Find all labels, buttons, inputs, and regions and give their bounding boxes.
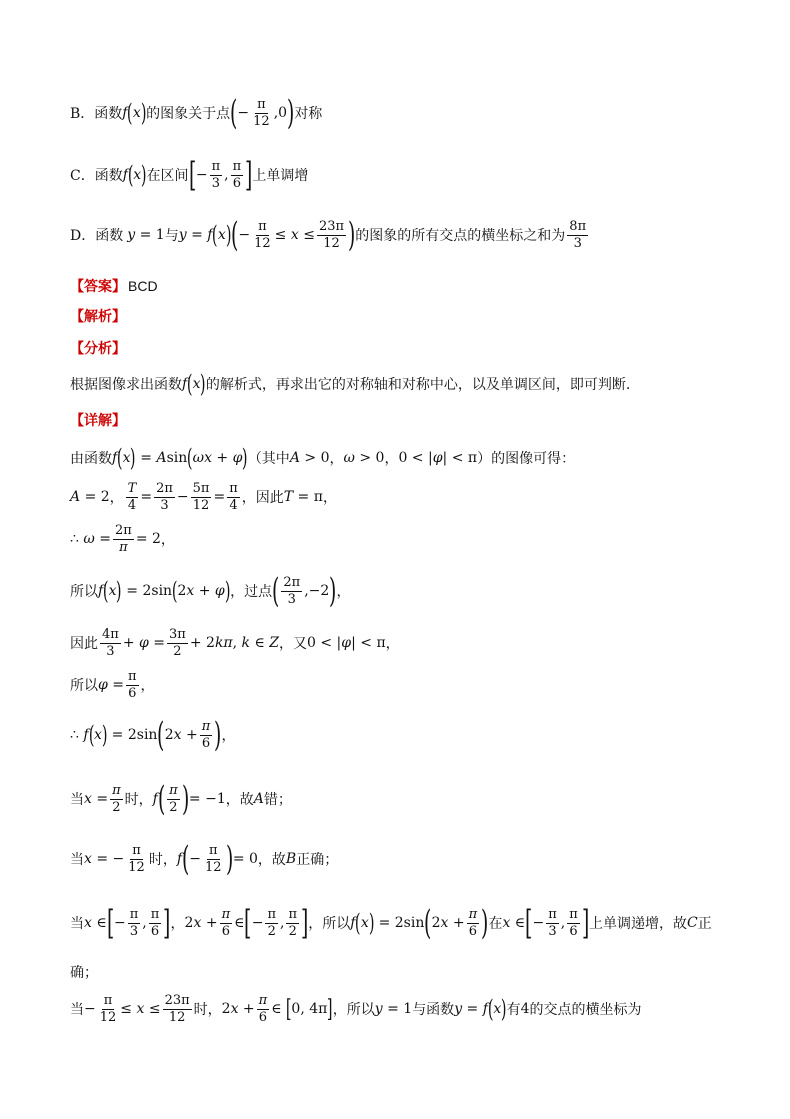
math-f-2sin: f ( x ) = 2sin ( 2 x + φ ) bbox=[98, 577, 231, 605]
math-f-def: f ( x ) = A sin ( ωx + φ ) bbox=[112, 444, 248, 472]
math-a-gt-0: A > 0 bbox=[289, 450, 330, 466]
math-f-x: f ( x ) bbox=[122, 99, 147, 127]
s8-pre: 当 bbox=[70, 792, 84, 808]
math-point-2pi3: ( $\frac{2\pi}{3}$ ,−2 ) bbox=[272, 571, 337, 611]
s4-pre: 所以 bbox=[70, 584, 98, 600]
math-y-1: y = 1 bbox=[127, 227, 165, 243]
s10-end: 上单调递增，故 bbox=[589, 916, 687, 932]
s5-pre: 因此 bbox=[70, 636, 98, 653]
s5-mid: ，又 bbox=[279, 636, 308, 653]
step-10-cont bbox=[70, 962, 98, 982]
math-point-b: ( − $\frac{\pi}{12}$ ,0 ) bbox=[230, 93, 295, 133]
step-2 bbox=[70, 482, 337, 512]
s11-end: 的交点的横坐标为 bbox=[529, 1002, 642, 1019]
math-phi-range-2: 0 < | φ | < π bbox=[307, 635, 386, 652]
math-f-x: f ( x ) bbox=[122, 161, 147, 189]
s7-end: ， bbox=[221, 728, 236, 744]
s1-comma2: ， bbox=[384, 451, 399, 467]
answer-line bbox=[70, 276, 158, 296]
step-1 bbox=[70, 446, 575, 470]
math-x-in-interval-2: x ∈ [ − $\frac{\pi}{3}$ , $\frac{\pi}{6}$ ] bbox=[502, 903, 590, 943]
option-c bbox=[70, 155, 309, 195]
s10b-text: 确； bbox=[70, 965, 98, 981]
option-d-prefix: D．函数 bbox=[70, 228, 124, 244]
s8-var: A bbox=[253, 791, 264, 807]
s8-mid: 时， bbox=[124, 792, 153, 808]
option-c-prefix: C．函数 bbox=[70, 168, 123, 184]
step-7 bbox=[70, 715, 236, 755]
s8-end: 错； bbox=[263, 792, 292, 808]
detail-tag: 【详解】 bbox=[70, 413, 126, 429]
math-omega-eq-2: ω = $\frac{2\pi}{\pi}$ = 2 bbox=[83, 523, 161, 555]
fenxi-tag: 【分析】 bbox=[70, 341, 126, 357]
math-interval-c: [ − $\frac{\pi}{3}$ , $\frac{\pi}{6}$ ] bbox=[188, 155, 253, 195]
math-f-final-2: f ( x ) = 2sin ( 2 x + $\frac{\pi}{6}$ ) bbox=[350, 903, 489, 943]
fenxi-text-post: 的解析式，再求出它的对称轴和对称中心，以及单调区间，即可判断. bbox=[205, 377, 631, 393]
option-c-suffix: 上单调增 bbox=[252, 168, 309, 184]
math-y-1-b: y = 1 bbox=[374, 1001, 413, 1018]
s9-mid: 时， bbox=[148, 852, 177, 868]
math-t-eq-pi: T = π bbox=[283, 489, 323, 506]
step-6 bbox=[70, 670, 155, 700]
s10-var: C bbox=[687, 915, 698, 931]
option-c-mid: 在区间 bbox=[146, 168, 189, 184]
math-x-neg-pi12: x = − $\frac{\pi}{12}$ bbox=[84, 842, 145, 875]
s9-post: ，故 bbox=[257, 852, 286, 868]
s8-post: ，故 bbox=[225, 792, 254, 808]
fenxi-line bbox=[70, 338, 126, 358]
answer-value: BCD bbox=[128, 278, 158, 294]
step-11 bbox=[70, 994, 642, 1024]
option-b bbox=[70, 93, 323, 133]
option-d-t2: 的图象的所有交点的横坐标之和为 bbox=[355, 228, 566, 244]
step-8 bbox=[70, 779, 292, 819]
s9-pre: 当 bbox=[70, 852, 84, 868]
math-f-pi2: f ( $\frac{\pi}{2}$ ) = −1 bbox=[152, 779, 226, 819]
s5-end: ， bbox=[385, 636, 400, 653]
s11-num: 4 bbox=[520, 1001, 530, 1018]
s10-tail: 正 bbox=[697, 916, 712, 932]
s3-end: ， bbox=[160, 532, 175, 549]
s1-post: ）的图像可得： bbox=[477, 451, 576, 467]
math-phase-eq: $\frac{4\pi}{3}$ + φ = $\frac{3\pi}{2}$ + 2 kπ , k ∈ Z bbox=[102, 627, 280, 659]
math-arg-interval: 2 x + $\frac{\pi}{6}$ ∈ [ − $\frac{\pi}{2}$ , $\frac{\pi}{2}$ ] bbox=[184, 903, 309, 943]
option-b-prefix: B．函数 bbox=[70, 106, 123, 122]
s10-in: 在 bbox=[488, 916, 503, 932]
math-domain: − $\frac{\pi}{12}$ ≤ x ≤ $\frac{23\pi}{12}$ bbox=[84, 993, 190, 1025]
option-b-suffix: 对称 bbox=[294, 106, 323, 122]
math-phi-eq: φ = $\frac{\pi}{6}$ bbox=[98, 669, 137, 701]
s6-end: ， bbox=[140, 678, 155, 695]
math-y-fx-domain: y = f ( x ) ( − $\frac{\pi}{12}$ ≤ x ≤ $\frac{23\pi}{12}$ ) bbox=[178, 215, 356, 255]
math-phi-range: 0 < | φ | < π bbox=[398, 450, 478, 466]
answer-tag: 【答案】 bbox=[70, 279, 126, 295]
step-3 bbox=[70, 524, 175, 554]
math-arg-range: 2 x + $\frac{\pi}{6}$ ∈ [ 0, 4π ] bbox=[221, 993, 333, 1025]
step-10 bbox=[70, 903, 712, 943]
s11-t1: 与函数 bbox=[412, 1002, 455, 1019]
s3-therefore: ∴ bbox=[70, 531, 79, 548]
analysis-line bbox=[70, 306, 126, 326]
s10-c1: ， bbox=[170, 916, 185, 932]
fenxi-text bbox=[70, 372, 630, 396]
option-d bbox=[70, 215, 590, 255]
s11-c: ，所以 bbox=[332, 1002, 375, 1019]
math-f-neg-pi12: f ( − $\frac{\pi}{12}$ ) = 0 bbox=[176, 839, 258, 879]
s9-var: B bbox=[285, 851, 297, 867]
s11-pre: 当 bbox=[70, 1002, 84, 1019]
math-x-pi2: x = $\frac{\pi}{2}$ bbox=[84, 782, 121, 815]
s1-paren: （其中 bbox=[247, 451, 290, 467]
s4-mid: ，过点 bbox=[230, 584, 273, 600]
detail-line bbox=[70, 410, 126, 430]
step-5 bbox=[70, 628, 400, 658]
s4-end: ， bbox=[336, 584, 351, 600]
s9-end: 正确； bbox=[296, 852, 339, 868]
math-f-final: f ( x ) = 2sin ( 2 x + $\frac{\pi}{6}$ ) bbox=[83, 715, 222, 755]
step-4 bbox=[70, 571, 351, 611]
step-9 bbox=[70, 839, 339, 879]
s7-therefore: ∴ bbox=[70, 727, 79, 743]
s1-pre: 由函数 bbox=[70, 451, 112, 467]
s2-comma: ， bbox=[109, 490, 124, 507]
option-b-mid: 的图象关于点 bbox=[146, 106, 231, 122]
option-d-t1: 与 bbox=[164, 228, 179, 244]
math-f-x: f ( x ) bbox=[182, 370, 206, 398]
s6-pre: 所以 bbox=[70, 678, 98, 695]
math-omega-gt-0: ω > 0 bbox=[343, 450, 385, 466]
s11-t2: 有 bbox=[506, 1002, 521, 1019]
math-y-fx: y = f ( x ) bbox=[454, 995, 507, 1024]
s1-comma: ， bbox=[329, 451, 344, 467]
math-t-over-4: $\frac{T}{4}$ = $\frac{2\pi}{3}$ − $\frac{5\pi}{12}$ = $\frac{\pi}{4}$ bbox=[127, 481, 238, 513]
s10-c2: ，所以 bbox=[308, 916, 351, 932]
s2-end: ， bbox=[322, 490, 337, 507]
s2-mid: ，因此 bbox=[241, 490, 284, 507]
s10-pre: 当 bbox=[70, 916, 84, 932]
s11-mid: 时， bbox=[193, 1002, 222, 1019]
math-8pi-3: $\frac{8\pi}{3}$ bbox=[569, 218, 587, 251]
analysis-tag: 【解析】 bbox=[70, 309, 126, 325]
math-x-in-interval: x ∈ [ − $\frac{\pi}{3}$ , $\frac{\pi}{6}$ ] bbox=[84, 903, 171, 943]
fenxi-text-pre: 根据图像求出函数 bbox=[70, 377, 182, 393]
math-a-eq-2: A = 2 bbox=[70, 489, 110, 506]
